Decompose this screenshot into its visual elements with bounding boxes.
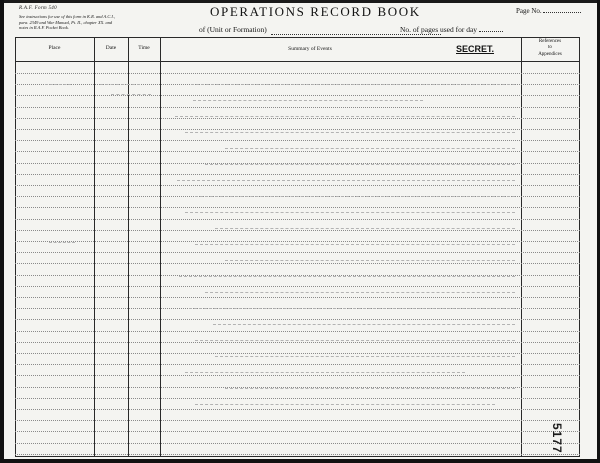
illegible-place-stroke bbox=[45, 84, 71, 85]
illegible-stroke bbox=[185, 212, 515, 213]
column-header-references bbox=[521, 39, 579, 58]
ruled-line bbox=[15, 252, 580, 253]
illegible-stroke bbox=[225, 388, 515, 389]
ruled-line bbox=[15, 398, 580, 399]
ruled-line bbox=[15, 454, 580, 455]
ruled-line bbox=[15, 263, 580, 264]
illegible-stroke bbox=[225, 148, 515, 149]
illegible-stroke bbox=[191, 84, 515, 85]
grid-bottom-border bbox=[15, 456, 580, 457]
illegible-date-stroke bbox=[111, 94, 151, 95]
page-number-blank bbox=[543, 7, 581, 13]
ruled-line bbox=[15, 107, 580, 108]
illegible-stroke bbox=[185, 132, 515, 133]
illegible-stroke bbox=[213, 324, 515, 325]
page-number-label: Page No. bbox=[516, 7, 542, 15]
illegible-date-stroke bbox=[100, 84, 140, 85]
ruled-line bbox=[15, 342, 580, 343]
scan-edge-bottom bbox=[0, 459, 600, 463]
column-header-date: Date bbox=[105, 45, 117, 51]
unit-label: of (Unit or Formation) bbox=[199, 25, 267, 34]
ruled-line bbox=[15, 353, 580, 354]
illegible-stroke bbox=[179, 276, 515, 277]
form-instructions bbox=[19, 14, 115, 31]
grid-top-border bbox=[15, 37, 580, 38]
ruled-line bbox=[15, 297, 580, 298]
summary-refs-divider bbox=[521, 37, 522, 457]
illegible-stroke bbox=[189, 308, 515, 309]
instructions-line: notes in R.A.F. Pocket Book. bbox=[19, 25, 69, 31]
illegible-stroke bbox=[215, 356, 515, 357]
illegible-stroke bbox=[195, 244, 515, 245]
illegible-stroke bbox=[193, 100, 423, 101]
time-summary-divider bbox=[160, 37, 161, 457]
page-number-field bbox=[516, 7, 581, 15]
ruled-line bbox=[15, 73, 580, 74]
ruled-line bbox=[15, 151, 580, 152]
ruled-line bbox=[15, 286, 580, 287]
illegible-stroke bbox=[195, 404, 495, 405]
date-time-divider bbox=[128, 37, 129, 457]
secret-marking: SECRET. bbox=[456, 44, 495, 54]
illegible-stroke bbox=[205, 164, 515, 165]
pages-used-label: No. of pages used for day bbox=[400, 25, 478, 34]
pages-used-field bbox=[400, 25, 503, 34]
header-bottom-border bbox=[15, 61, 580, 62]
illegible-stroke bbox=[215, 228, 515, 229]
ruled-line bbox=[15, 185, 580, 186]
references-line: to bbox=[548, 45, 552, 51]
illegible-stroke bbox=[177, 180, 515, 181]
column-header-place: Place bbox=[48, 45, 61, 51]
scan-edge-left bbox=[0, 0, 4, 463]
column-header-time: Time bbox=[138, 45, 150, 51]
ruled-line bbox=[15, 409, 580, 410]
instructions-line: See instructions for use of this form in K.R. and A.C.I., bbox=[19, 14, 116, 19]
grid-right-border bbox=[579, 37, 580, 457]
ruled-line bbox=[15, 129, 580, 130]
record-grid bbox=[15, 37, 580, 457]
references-line: References bbox=[538, 39, 562, 44]
ruled-line bbox=[15, 375, 580, 376]
ruled-line bbox=[15, 420, 580, 421]
place-date-divider bbox=[94, 37, 95, 457]
ruled-line bbox=[15, 241, 580, 242]
scan-edge-top bbox=[0, 0, 600, 3]
ruled-line bbox=[15, 331, 580, 332]
ruled-line bbox=[15, 207, 580, 208]
illegible-stroke bbox=[195, 340, 515, 341]
illegible-stroke bbox=[225, 260, 515, 261]
ruled-line bbox=[15, 140, 580, 141]
instructions-line: para. 2349 and War Manual, Pt. II., chapter XX. and bbox=[19, 19, 113, 25]
ruled-line bbox=[15, 95, 580, 96]
illegible-stroke bbox=[195, 196, 515, 197]
illegible-stroke bbox=[175, 116, 515, 117]
illegible-stroke bbox=[205, 292, 515, 293]
ruled-line bbox=[15, 118, 580, 119]
ruled-line bbox=[15, 219, 580, 220]
references-line: Appendices bbox=[538, 51, 562, 57]
form-number: R.A.F. Form 540 bbox=[19, 6, 57, 11]
ruled-line bbox=[15, 443, 580, 444]
ruled-line bbox=[15, 230, 580, 231]
ruled-line bbox=[15, 431, 580, 432]
illegible-stroke bbox=[185, 372, 465, 373]
column-header-summary: Summary of Events bbox=[288, 46, 332, 52]
illegible-place-stroke bbox=[49, 242, 75, 243]
document-title: OPERATIONS RECORD BOOK bbox=[210, 4, 421, 19]
archive-reference-number: 5177 bbox=[550, 423, 564, 454]
ruled-line bbox=[15, 319, 580, 320]
grid-left-border bbox=[15, 37, 16, 457]
ruled-line bbox=[15, 364, 580, 365]
ruled-line bbox=[15, 174, 580, 175]
pages-used-blank bbox=[479, 26, 503, 32]
